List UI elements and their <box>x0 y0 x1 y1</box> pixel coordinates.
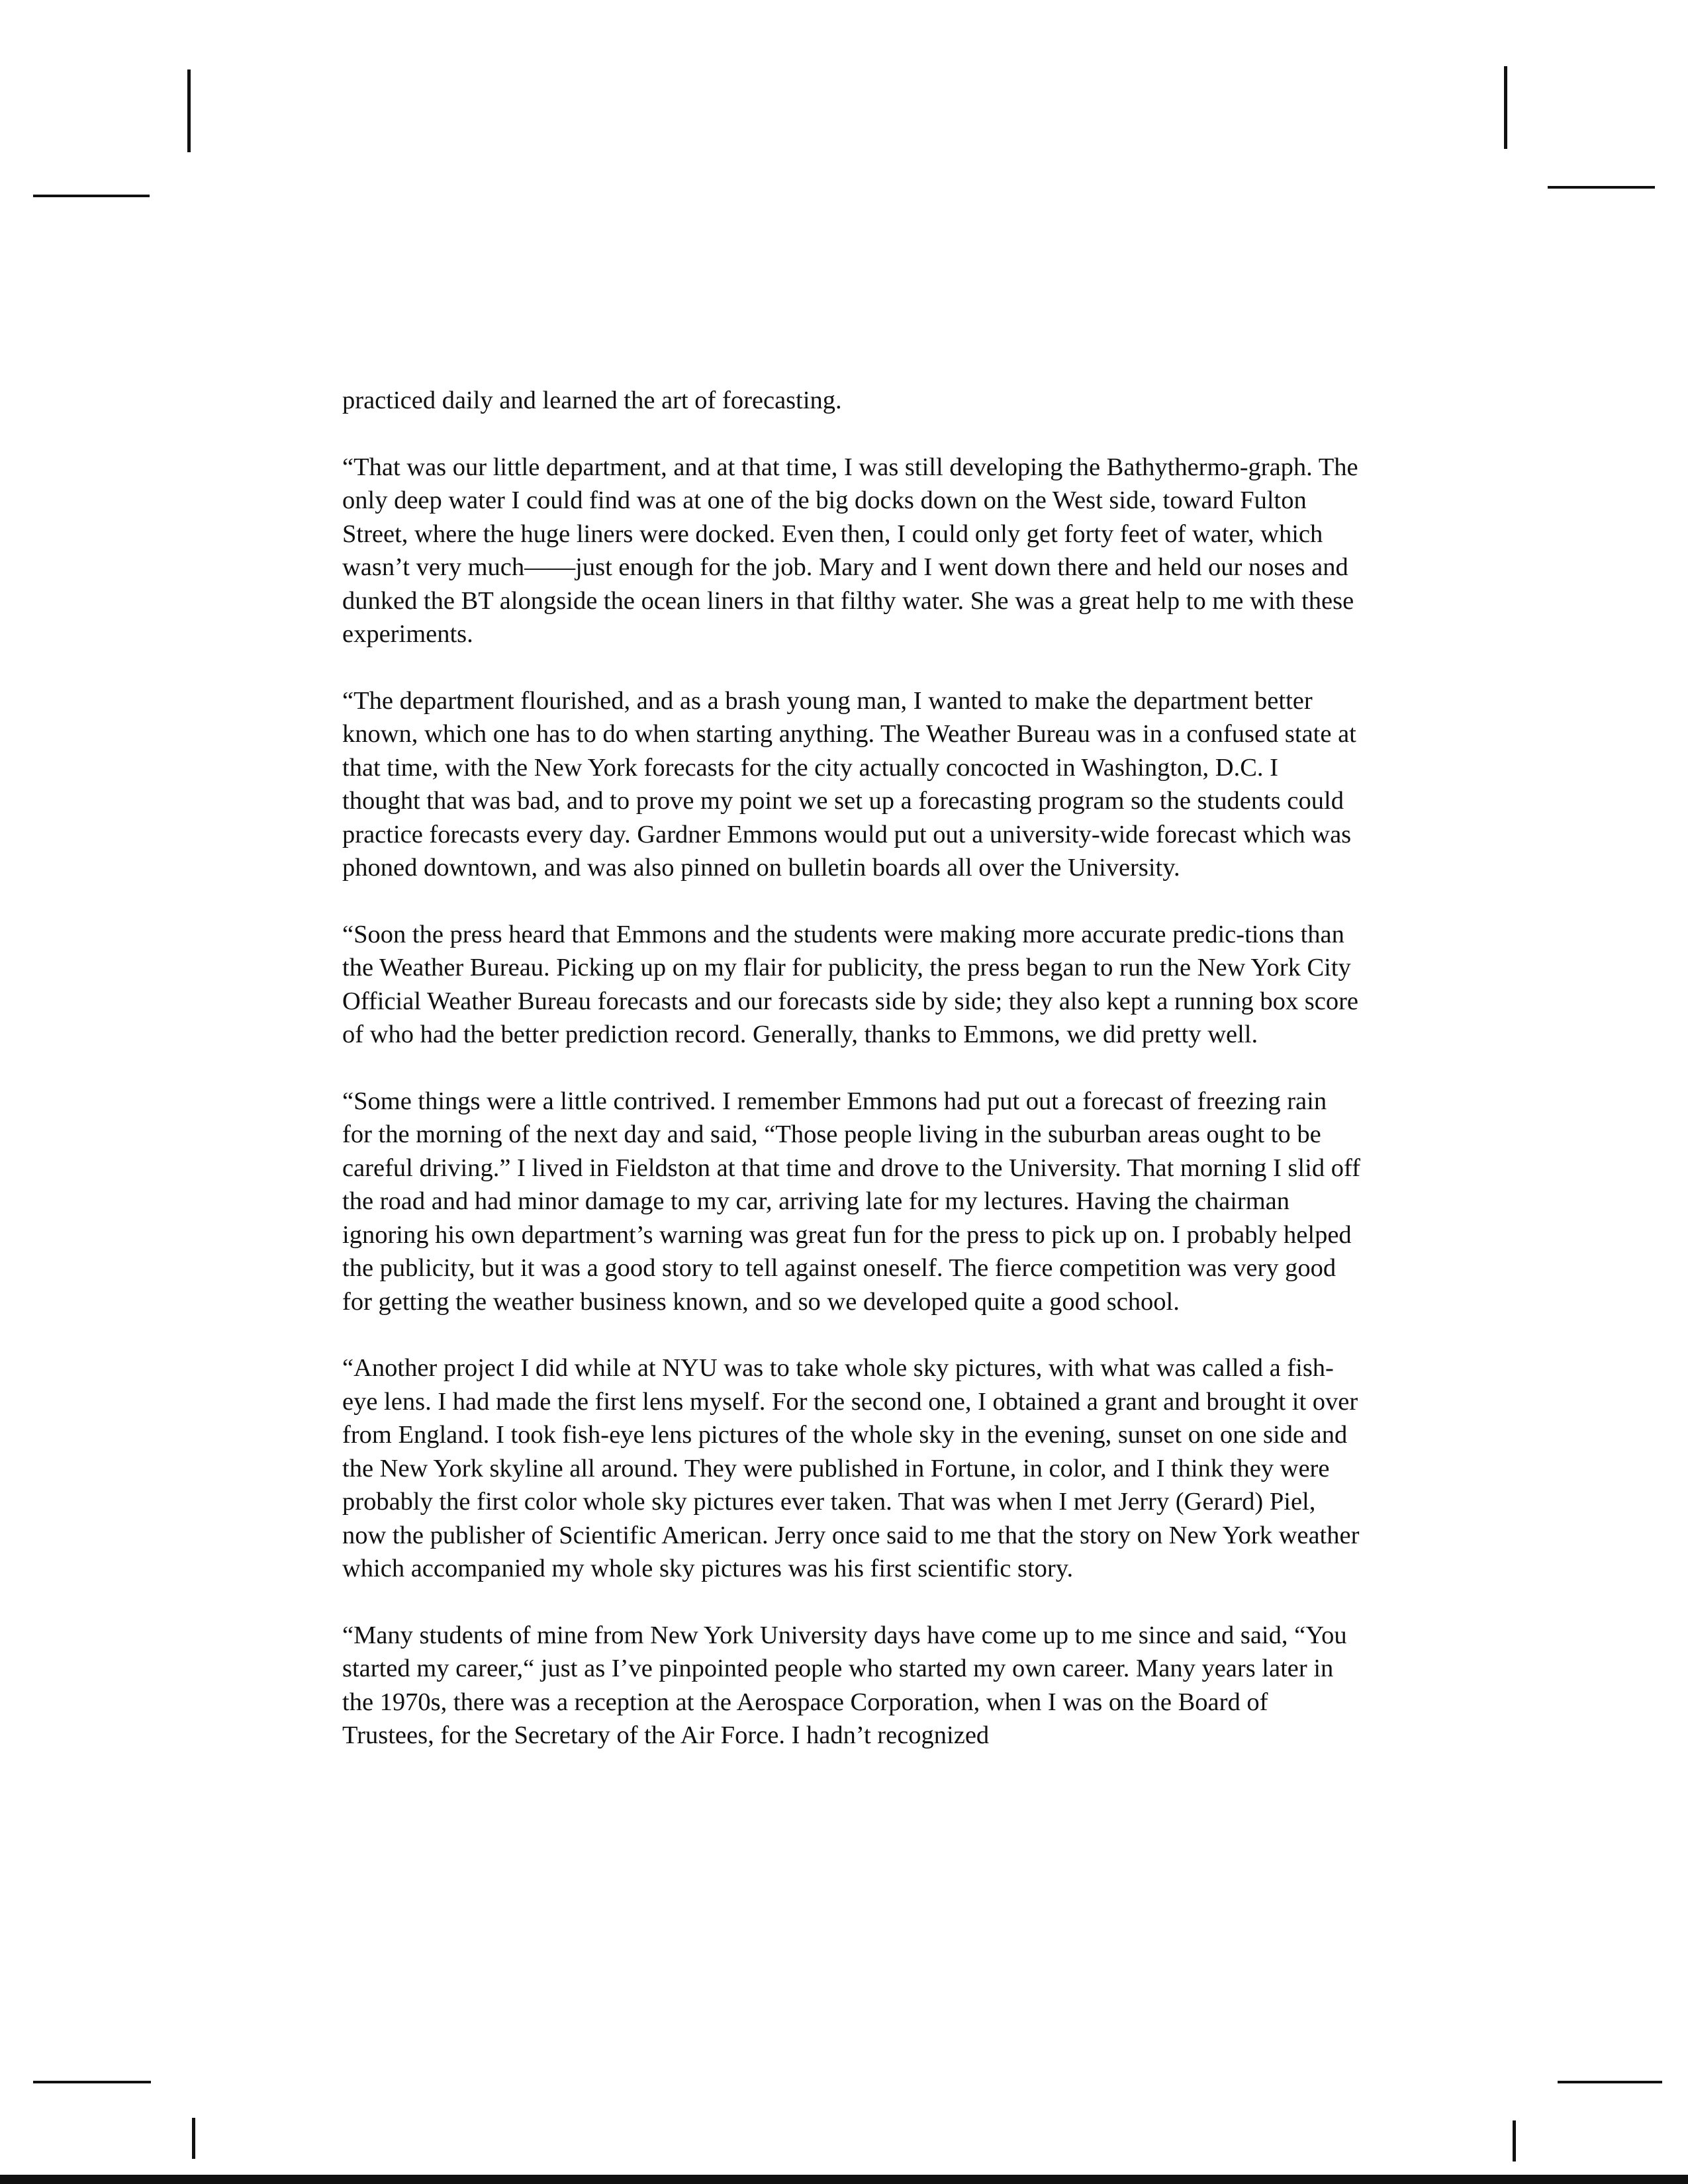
crop-mark-top-left-horizontal <box>33 195 150 197</box>
paragraph: “That was our little department, and at that time, I was still developing the Bathythermo-graph. The only deep water I could find was at one of the big docks down on the West side, toward Fulton Street, where the huge liners were docked. Even then, I could only get forty feet of water, which wasn’t very much——just enough for the job. Mary and I went down there and held our noses and dunked the BT alongside the ocean liners in that filthy water. She was a great help to me with these experiments. <box>342 453 1358 648</box>
crop-mark-top-right-horizontal <box>1548 186 1655 189</box>
paragraph: “Some things were a little contrived. I remember Emmons had put out a forecast of freezing rain for the morning of the next day and said, “Those people living in the suburban areas ought to be careful driving.” I lived in Fieldston at that time and drove to the University. That morning I slid off the road and had minor damage to my car, arriving late for my lectures. Having the chairman ignoring his own department’s warning was great fun for the press to pick up on. I probably helped the publicity, but it was a good story to tell against oneself. The fierce competition was very good for getting the weather business known, and so we developed quite a good school. <box>342 1087 1360 1316</box>
crop-mark-bottom-right-horizontal <box>1558 2081 1662 2083</box>
paragraph: practiced daily and learned the art of forecasting. <box>342 387 842 414</box>
paragraph: “The department flourished, and as a brash young man, I wanted to make the department better known, which one has to do when starting anything. The Weather Bureau was in a confused state at that time, with the New York forecasts for the city actually concocted in Washington, D.C. I thought that was bad, and to prove my point we set up a forecasting program so the students could practice forecasts every day. Gardner Emmons would put out a university-wide forecast which was phoned downtown, and was also pinned on bulletin boards all over the University. <box>342 686 1356 882</box>
crop-mark-bottom-left-vertical <box>192 2118 195 2159</box>
paragraph: “Many students of mine from New York University days have come up to me since and said, “You started my career,“ just as I’ve pinpointed people who started my own career. Many years later in the 1970s, there was a reception at the Aerospace Corporation, when I was on the Board of Trustees, for the Secretary of the Air Force. I hadn’t recognized <box>342 1621 1347 1749</box>
crop-mark-bottom-left-horizontal <box>33 2081 151 2083</box>
paragraph: “Soon the press heard that Emmons and the students were making more accurate predic-tions than the Weather Bureau. Picking up on my flair for publicity, the press began to run the New York City Official Weather Bureau forecasts and our forecasts side by side; they also kept a running box score of who had the better prediction record. Generally, thanks to Emmons, we did pretty well. <box>342 920 1358 1048</box>
scan-bottom-edge <box>0 2175 1688 2184</box>
crop-mark-top-right-vertical <box>1504 66 1507 149</box>
crop-mark-bottom-right-vertical <box>1513 2120 1516 2161</box>
crop-mark-top-left-vertical <box>187 69 191 152</box>
paragraph: “Another project I did while at NYU was to take whole sky pictures, with what was called a fish-eye lens. I had made the first lens myself. For the second one, I obtained a grant and brought it over from England. I took fish-eye lens pictures of the whole sky in the evening, sunset on one side and the New York skyline all around. They were published in Fortune, in color, and I think they were probably the first color whole sky pictures ever taken. That was when I met Jerry (Gerard) Piel, now the publisher of Scientific American. Jerry once said to me that the story on New York weather which accompanied my whole sky pictures was his first scientific story. <box>342 1354 1360 1582</box>
body-text <box>342 384 1362 1786</box>
